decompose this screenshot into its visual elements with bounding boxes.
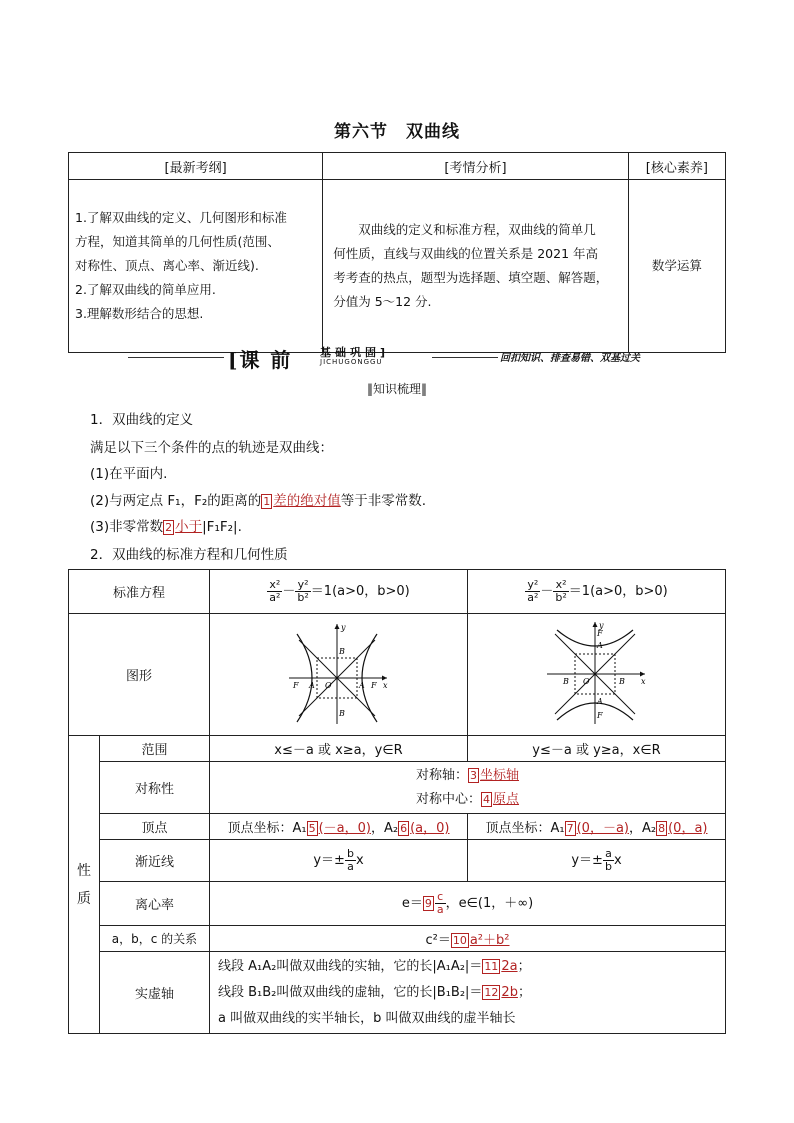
condition-2: (2)与两定点 F₁，F₂的距离的 1 差的绝对值等于非零常数. — [90, 493, 427, 509]
analysis-content: 双曲线的定义和标准方程，双曲线的简单几 何性质，直线与双曲线的位置关系是 2021 年高 考考查的热点，题型为选择题、填空题、解答题， 分值为 5～12 分. — [323, 180, 628, 353]
abc-label: a，b，c 的关系 — [100, 926, 210, 952]
answer-text: 差的绝对值 — [273, 493, 341, 509]
blank-number: 9 — [424, 897, 432, 910]
properties-heading: 2．双曲线的标准方程和几何性质 — [90, 547, 288, 563]
banner-line-left — [128, 357, 224, 358]
answer-text: $\frac{c}{a}$ — [436, 890, 444, 916]
properties-table — [68, 569, 726, 1034]
symmetry-label: 对称性 — [100, 762, 210, 814]
blank-number: 4 — [483, 792, 490, 806]
vertex-label: 顶点 — [100, 814, 210, 840]
svg-text:x: x — [640, 676, 646, 686]
svg-text:F: F — [292, 680, 299, 690]
definition-intro: 满足以下三个条件的点的轨迹是双曲线： — [90, 440, 333, 456]
banner-main: [课 前 — [228, 348, 293, 372]
blank-number: 2 — [165, 521, 173, 534]
range-label: 范围 — [100, 736, 210, 762]
svg-text:B: B — [562, 676, 569, 686]
section-label: ‖知识梳理‖ — [366, 382, 427, 396]
range-x: x≤－a 或 x≥a，y∈R — [210, 736, 468, 762]
syllabus-table — [68, 152, 726, 353]
vertex-x: 顶点坐标：A₁ 5 (－a，0)，A₂ 6 (a，0) — [210, 814, 468, 840]
header-syllabus: [最新考纲] — [69, 153, 323, 180]
answer-text: 坐标轴 — [480, 767, 520, 783]
vertex-y: 顶点坐标：A₁ 7 (0，－a)，A₂ 8 (0，a) — [468, 814, 726, 840]
blank-number: 1 — [263, 495, 271, 508]
blank-number: 11 — [484, 959, 499, 973]
condition-1: (1)在平面内. — [90, 466, 168, 482]
svg-text:y: y — [598, 620, 604, 630]
banner-sub-pinyin: JICHUGONGGU — [320, 358, 383, 366]
banner-sub-cn: 基础巩固] — [320, 346, 390, 359]
answer-text: 2a — [501, 958, 518, 974]
answer-text: 2b — [501, 984, 518, 1000]
banner-tagline: 回扣知识、排查易错、双基过关 — [500, 353, 640, 364]
asymptote-x: y＝± $\frac{b}{a}$ x — [210, 840, 468, 882]
std-eq-2: $\frac{\text{y²}}{\text{a²}}$ － $\frac{\text{x²}}{\text{b²}}$ ＝1(a>0，b>0) — [468, 570, 726, 614]
condition-3: (3)非零常数 2 小于|F₁F₂|. — [90, 519, 242, 535]
std-eq-label: 标准方程 — [69, 570, 210, 614]
graph-label: 图形 — [69, 614, 210, 736]
svg-text:O: O — [324, 680, 332, 690]
graph-vertical-hyperbola — [468, 614, 726, 736]
svg-text:A: A — [596, 640, 603, 650]
banner-line-right — [432, 357, 498, 358]
svg-text:F: F — [596, 710, 603, 720]
range-y: y≤－a 或 y≥a，x∈R — [468, 736, 726, 762]
graph-horizontal-hyperbola — [210, 614, 468, 736]
blank-number: 10 — [452, 934, 467, 947]
axis-label: 实虚轴 — [100, 952, 210, 1034]
svg-text:O: O — [582, 676, 590, 686]
hyperbola-x-figure — [287, 620, 391, 726]
blank-number: 3 — [470, 768, 477, 782]
asymptote-y: y＝± $\frac{a}{b}$ x — [468, 840, 726, 882]
svg-text:F: F — [596, 628, 603, 638]
svg-text:A: A — [308, 680, 315, 690]
eccentricity-label: 离心率 — [100, 882, 210, 926]
svg-text:A: A — [596, 696, 603, 706]
axis-content: 线段 A₁A₂叫做双曲线的实轴，它的长|A₁A₂|＝ 11 2a； 线段 B₁B₂叫做双曲线的虚轴，它的长|B₁B₂|＝ 12 2b； a 叫做双曲线的实半轴长，b 叫做双曲线的虚半轴长 — [210, 952, 726, 1034]
header-analysis: [考情分析] — [323, 153, 628, 180]
abc-content: c²＝ 10 a²＋b² — [210, 926, 726, 952]
header-literacy: [核心素养] — [628, 153, 725, 180]
std-eq-1: $\frac{\text{x²}}{\text{a²}}$ － $\frac{\text{y²}}{\text{b²}}$ ＝1(a>0，b>0) — [210, 570, 468, 614]
svg-text:B: B — [338, 708, 345, 718]
asymptote-label: 渐近线 — [100, 840, 210, 882]
svg-text:x: x — [382, 680, 388, 690]
property-label: 性 质 — [69, 736, 100, 1034]
answer-text: 原点 — [493, 791, 520, 807]
page-title: 第六节 双曲线 — [334, 122, 460, 142]
symmetry-content: 对称轴： 3 坐标轴 对称中心： 4 原点 — [210, 762, 726, 814]
svg-text:y: y — [340, 622, 346, 632]
syllabus-content: 1.了解双曲线的定义、几何图形和标准 方程，知道其简单的几何性质(范围、 对称性、顶点、离心率、渐近线). 2.了解双曲线的简单应用. 3.理解数形结合的思想. — [69, 180, 323, 353]
svg-text:B: B — [618, 676, 625, 686]
svg-text:B: B — [338, 646, 345, 656]
blank-number: 12 — [484, 985, 499, 999]
answer-text: 小于 — [175, 519, 203, 535]
answer-text: a²＋b² — [469, 933, 510, 948]
section-banner — [68, 344, 728, 370]
svg-text:F: F — [370, 680, 377, 690]
hyperbola-y-figure — [545, 620, 649, 726]
svg-text:A: A — [358, 680, 365, 690]
definition-heading: 1．双曲线的定义 — [90, 412, 194, 428]
eccentricity-content: e＝ 9 $\frac{c}{a}$ ，e∈(1，＋∞) — [210, 882, 726, 926]
literacy-content: 数学运算 — [628, 180, 725, 353]
